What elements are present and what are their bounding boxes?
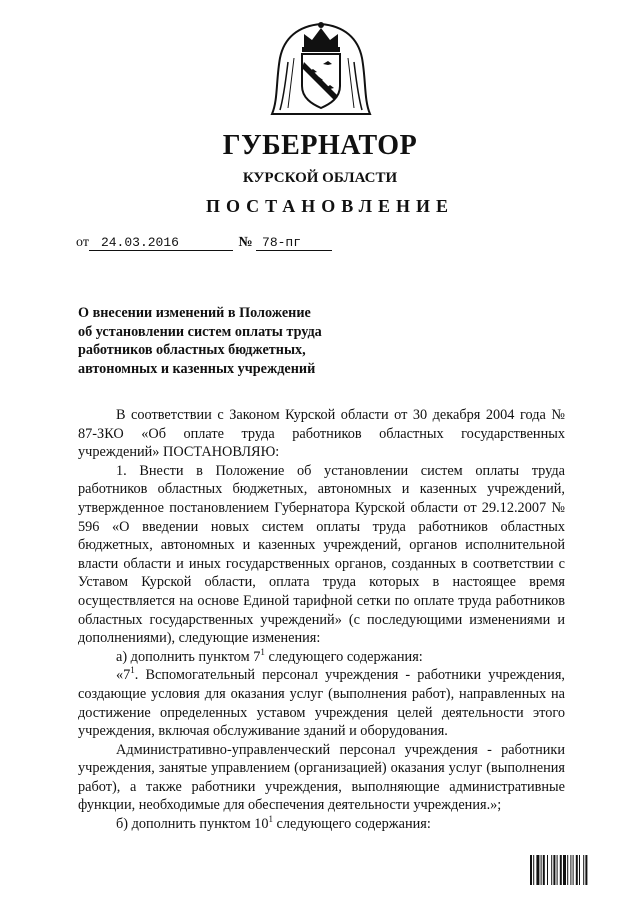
issuer-region: КУРСКОЙ ОБЛАСТИ (242, 170, 398, 186)
subject-line: об установлении систем оплаты труда (78, 323, 322, 340)
document-number: 78-пг (256, 235, 332, 251)
superscript: 1 (130, 665, 135, 676)
paragraph-preamble: В соответствии с Законом Курской области от 30 декабря 2004 года № 87-ЗКО «Об оплате труда работников областных государственных учреждений» ПОСТАНОВЛЯЮ: (78, 407, 565, 461)
superscript: 1 (268, 814, 273, 825)
paragraph-item-1: 1. Внести в Положение об установлении систем оплаты труда работников областных бюджетных, автономных и казенных учреждений, утвержденное постановлением Губернатора Курской области от 29.12.2007 № 596 «О введении новых систем оплаты труда работников областных бюджетных, автономных и казенных учреждений, органов исполнительной власти области и иных государственных органов, созданных в соответствии с Уставом Курской области, оплата труда которых в настоящее время осуществляется на основе Единой тарифной сетки по оплате труда работников областных государственных учреждений» (с последующими изменениями и дополнениями), следующие изменения: (78, 462, 565, 647)
subject-line: работников областных бюджетных, (78, 342, 306, 358)
paragraph-clause-7-1 (78, 666, 565, 740)
coat-of-arms-icon (268, 18, 374, 118)
text-span: а) дополнить пунктом 7 (116, 648, 261, 665)
document-type: ПОСТАНОВЛЕНИЕ (205, 196, 455, 216)
paragraph-admin-staff: Административно-управленческий персонал учреждения - работники учреждения, занятые управлением (организацией) оказания услуг (выполнения работ), а также работники учреждения, выполняющие административные функции, необходимые для обеспечения деятельности учреждения.»; (78, 741, 565, 814)
document-subject (78, 304, 368, 378)
paragraph-item-b (78, 815, 565, 834)
document-meta (76, 235, 332, 251)
document-body (78, 406, 565, 834)
text-span: «7 (116, 667, 131, 684)
text-span: б) дополнить пунктом 10 (116, 816, 269, 833)
paragraph-item-a (78, 648, 565, 667)
barcode-icon (530, 855, 610, 885)
subject-line: автономных и казенных учреждений (78, 360, 316, 377)
text-span: следующего содержания: (264, 648, 423, 665)
document-date: 24.03.2016 (89, 235, 233, 251)
date-label: от (76, 235, 89, 250)
text-span: . Вспомогательный персонал учреждения - работники учреждения, создающие условия для оказания услуг (выполнения работ), направленных на достижение определенных уставом учреждения целей деятельности этого учреждения, включая обслуживание зданий и оборудования. (78, 667, 565, 740)
number-label: № (238, 235, 253, 250)
subject-line: О внесении изменений в Положение (78, 305, 311, 321)
superscript: 1 (260, 646, 265, 657)
issuer-title: ГУБЕРНАТОР (222, 130, 418, 161)
text-span: следующего содержания: (272, 816, 431, 833)
